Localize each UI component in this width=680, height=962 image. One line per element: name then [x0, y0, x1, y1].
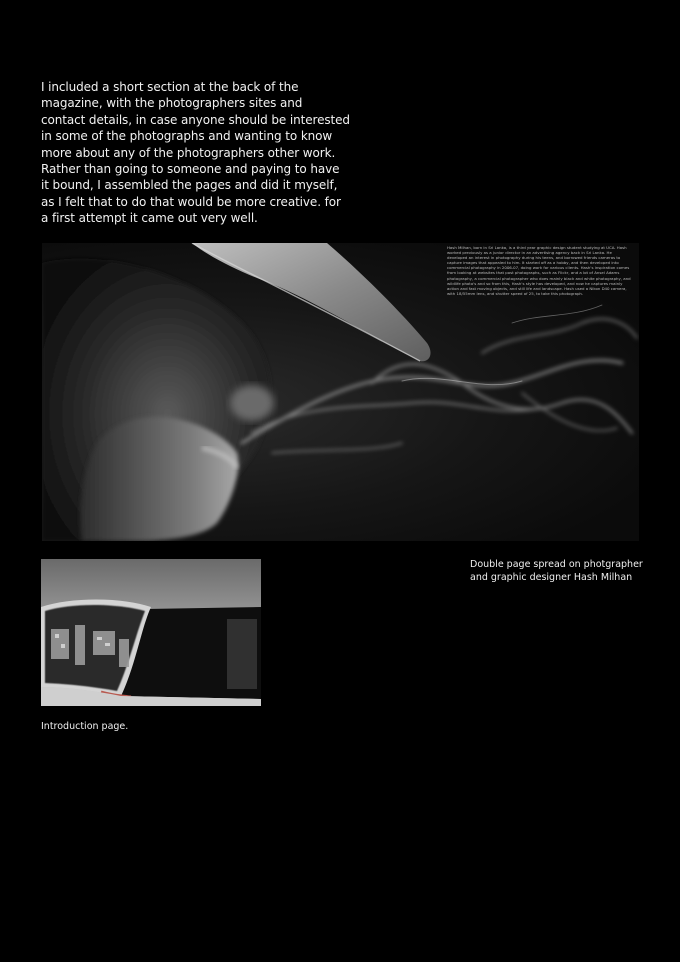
intro-line: a first attempt it came out very well.	[41, 211, 258, 226]
intro-line: Rather than going to someone and paying to have	[41, 162, 340, 177]
intro-line: in some of the photographs and wanting to know	[41, 129, 333, 144]
intro-paragraph	[41, 79, 350, 227]
spread-caption	[470, 558, 650, 584]
spread-caption-line: Double page spread on photgrapher	[470, 559, 643, 570]
photographer-bio-text: Hash Milhan, born in Sri Lanka, is a third year graphic design student studying at UCA. Hash worked previously as a junior director in an advertising agency back in Sri Lanka. He developed an interest in photography during his teens, and borrowed friends cameras to capture images that appealed to him. It started off as a hobby, and then developed into commercial photography in 2006-07, doing work for various clients. Hash's inspiration comes from looking at websites that post photographs, such as Flickr, and a lot of Ansel Adams photography, a commercial photographer who does mainly black and white photography, and wildlife photo's and so from this, Hash's style has developed, and now he captures mainly action and fast moving objects, and still life and landscape. Hash used a Nikon D40 camera, with 18/55mm lens, and shutter speed of 25, to take this photograph.	[447, 245, 631, 296]
intro-line: more about any of the photographers other work.	[41, 145, 336, 160]
intro-line: I included a short section at the back of the	[41, 80, 299, 94]
spread-caption-line: and graphic designer Hash Milhan	[470, 572, 633, 583]
open-magazine-illustration	[41, 559, 261, 706]
intro-line: as I felt that to do that would be more creative. for	[41, 194, 341, 209]
double-page-spread-photo	[42, 243, 639, 541]
introduction-caption: Introduction page.	[41, 721, 129, 732]
intro-line: it bound, I assembled the pages and did it myself,	[41, 178, 338, 193]
introduction-page-photo	[41, 559, 261, 706]
intro-line: contact details, in case anyone should be interested	[41, 112, 350, 127]
intro-line: magazine, with the photographers sites and	[41, 96, 303, 111]
